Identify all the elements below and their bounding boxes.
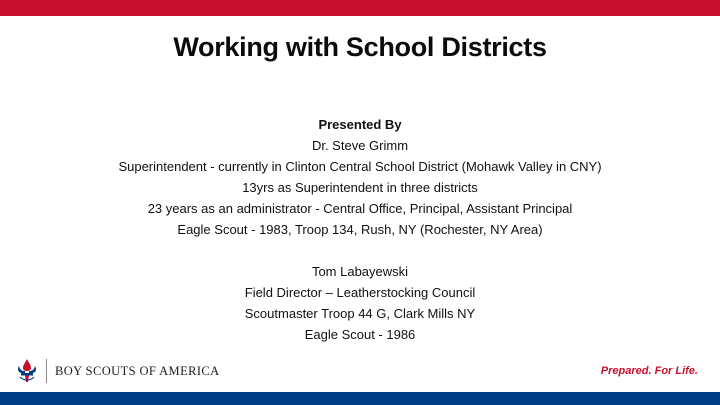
bottom-blue-bar (0, 392, 720, 405)
presenter2-eagle: Eagle Scout - 1986 (304, 327, 416, 342)
bsa-logo (16, 356, 220, 386)
presenter1-experience1: 13yrs as Superintendent in three districts (242, 180, 478, 195)
org-name: BOY SCOUTS OF AMERICA (55, 363, 220, 378)
presenter-heading: Presented By (318, 117, 402, 132)
presenter1-name: Dr. Steve Grimm (311, 138, 409, 153)
presenter1-scouting: Eagle Scout - 1983, Troop 134, Rush, NY (Rochester, NY Area) (177, 222, 543, 237)
presenter2-role: Field Director – Leatherstocking Council (244, 285, 476, 300)
spacer (0, 240, 720, 261)
logo-divider (46, 359, 47, 383)
bsa-fleur-de-lis-icon (16, 358, 38, 384)
presenter1-experience2: 23 years as an administrator - Central Office, Principal, Assistant Principal (147, 201, 573, 216)
presenter1-role: Superintendent - currently in Clinton Central School District (Mohawk Valley in CNY) (118, 159, 602, 174)
presenter2-name: Tom Labayewski (311, 264, 409, 279)
top-red-bar (0, 0, 720, 16)
presenter2-scouting: Scoutmaster Troop 44 G, Clark Mills NY (244, 306, 476, 321)
slide-body (0, 114, 720, 345)
slide-title: Working with School Districts (173, 32, 547, 62)
tagline: Prepared. For Life. (600, 365, 698, 377)
